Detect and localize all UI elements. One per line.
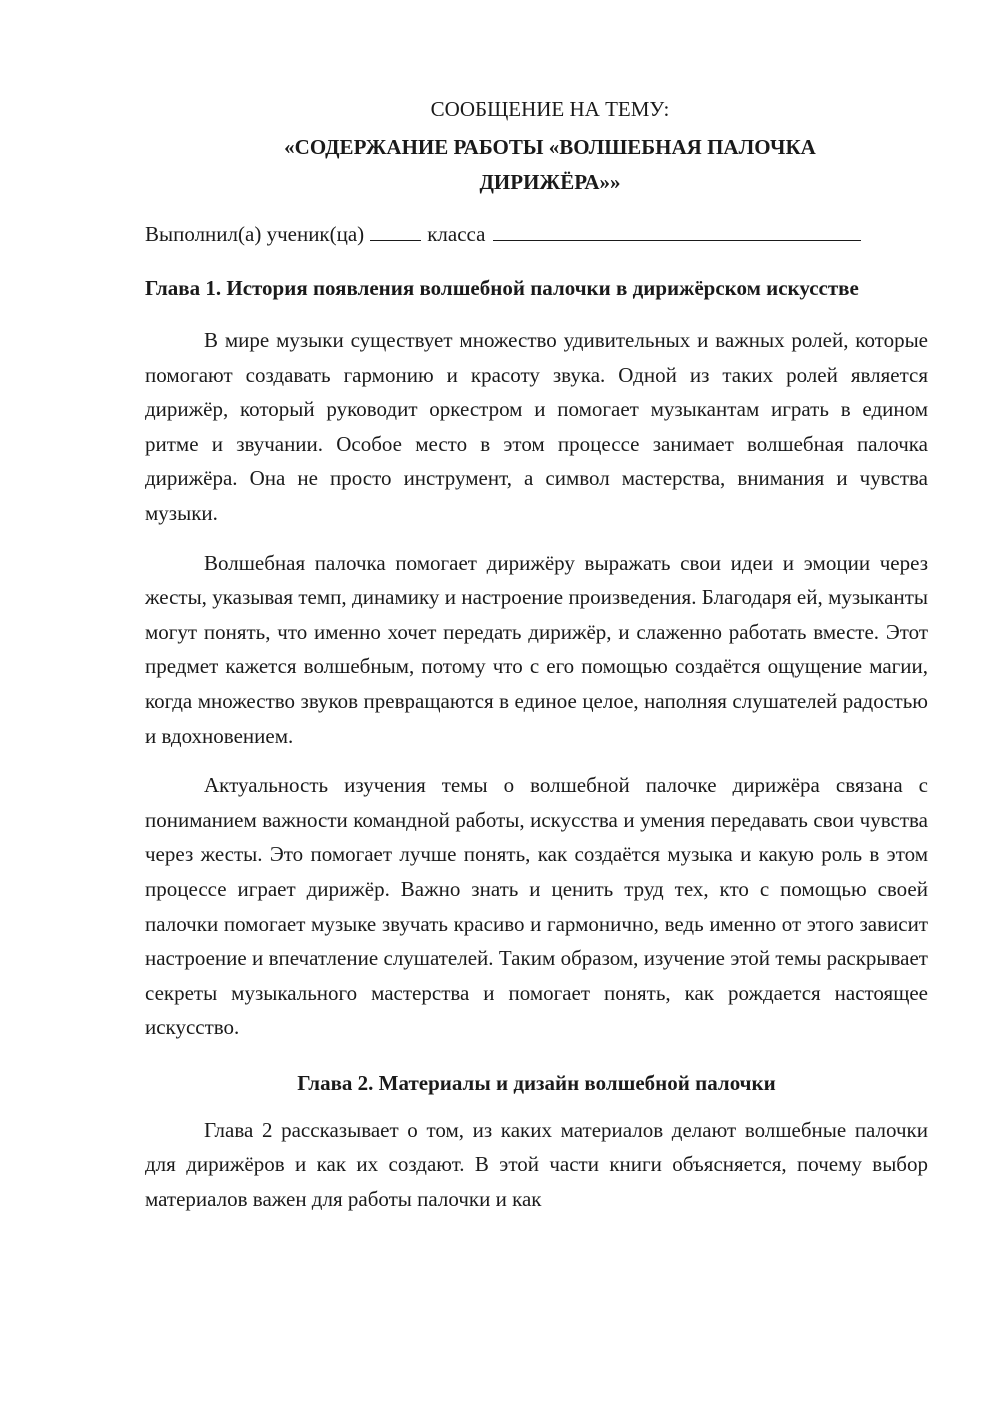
document-label: СООБЩЕНИЕ НА ТЕМУ: (430, 97, 670, 121)
title-line-2: ДИРИЖЁРА»» (479, 170, 621, 194)
student-name-blank (493, 220, 861, 241)
chapter-1-paragraph-1: В мире музыки существует множество удивительных и важных ролей, которые помогают создавать гармонию и красоту звука. Одной из таких ролей является дирижёр, который руководит оркестром и помогает музыкантам играть в едином ритме и звучании. Особое место в этом процессе занимает волшебная палочка дирижёра. Она не просто инструмент, а символ мастерства, внимания и чувства музыки. (145, 328, 928, 525)
chapter-1-paragraph-2: Волшебная палочка помогает дирижёру выражать свои идеи и эмоции через жесты, указывая темп, динамику и настроение произведения. Благодаря ей, музыканты могут понять, что именно хочет передать дирижёр, и слаженно работать вместе. Этот предмет кажется волшебным, потому что с его помощью создаётся ощущение магии, когда множество звуков превращаются в единое целое, наполняя слушателей радостью и вдохновением. (145, 550, 928, 748)
document-title (145, 130, 928, 200)
chapter-2-heading: Глава 2. Материалы и дизайн волшебной палочки (297, 1070, 776, 1095)
chapter-2-paragraph-1: Глава 2 рассказывает о том, из каких материалов делают волшебные палочки для дирижёров и как их создают. В этой части книги объясняется, почему выбор материалов важен для работы палочки и как (145, 1117, 928, 1212)
class-word: класса (427, 222, 486, 246)
chapter-1-paragraph-3: Актуальность изучения темы о волшебной палочке дирижёра связана с пониманием важности командной работы, искусства и умения передавать свои чувства через жесты. Это помогает лучше понять, как создаётся музыка и какую роль в этом процессе играет дирижёр. Важно знать и ценить труд тех, кто с помощью своей палочки помогает музыке звучать красиво и гармонично, ведь именно от этого зависит настроение и впечатление слушателей. Таким образом, изучение этой темы раскрывает секреты музыкального мастерства и помогает понять, как рождается настоящее искусство. (145, 773, 928, 1040)
title-line-1: «СОДЕРЖАНИЕ РАБОТЫ «ВОЛШЕБНАЯ ПАЛОЧКА (284, 135, 816, 159)
document-page (145, 92, 928, 1217)
class-number-blank (370, 220, 421, 241)
performer-prefix: Выполнил(а) ученик(ца) (145, 222, 365, 246)
chapter-1-heading: Глава 1. История появления волшебной палочки в дирижёрском искусстве (145, 276, 859, 300)
performer-line (145, 219, 928, 249)
